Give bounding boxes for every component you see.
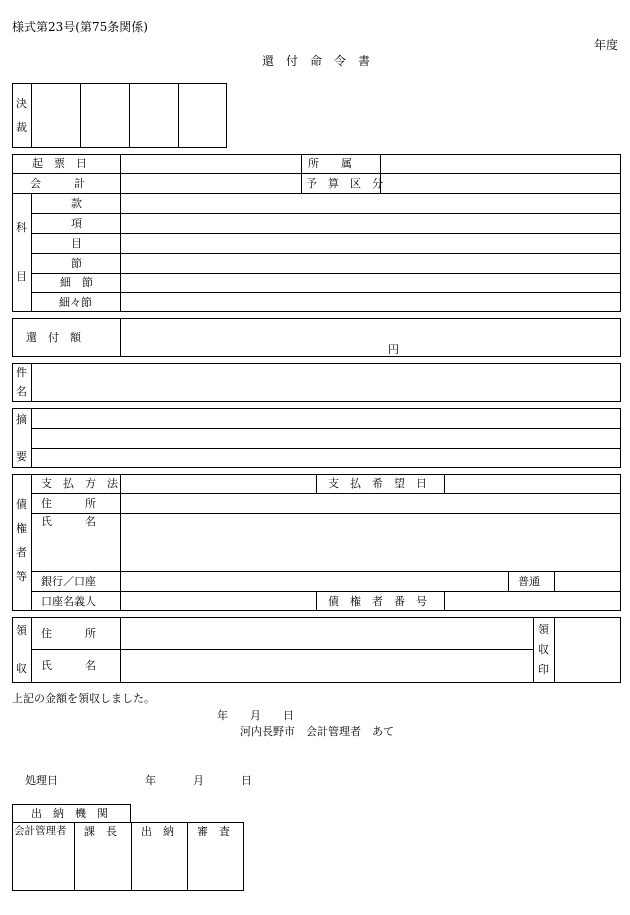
stamp-column-label: 課 長	[84, 825, 117, 838]
creditor-side-label: 権	[16, 522, 27, 535]
approval-label-2: 裁	[16, 121, 27, 134]
bank-account-field[interactable]	[121, 572, 507, 590]
category-field[interactable]	[121, 274, 620, 291]
account-type-label: 普通	[518, 575, 540, 588]
creditor-address-field[interactable]	[121, 494, 620, 512]
creditor-side-label: 等	[16, 570, 27, 583]
stamp-column-label: 会計管理者	[14, 825, 67, 837]
approval-label-1: 決	[16, 97, 27, 110]
processing-year: 年	[145, 774, 156, 787]
payment-method-field[interactable]	[121, 475, 315, 492]
category-field[interactable]	[121, 234, 620, 252]
category-side-label-1: 科	[16, 221, 27, 234]
bank-account-label: 銀行／口座	[41, 575, 96, 588]
category-item-label: 細々節	[59, 296, 92, 309]
receipt-side-label-2: 収	[16, 662, 27, 675]
issue-date-field[interactable]	[121, 155, 300, 173]
budget-category-label: 予 算 区 分	[306, 177, 383, 190]
account-field[interactable]	[121, 174, 300, 192]
budget-category-field[interactable]	[381, 174, 620, 192]
received-statement: 上記の金額を領収しました。	[12, 692, 155, 705]
approval-cell[interactable]	[130, 84, 177, 147]
subject-label-1: 件	[16, 366, 27, 379]
approval-cell[interactable]	[179, 84, 226, 147]
category-field[interactable]	[121, 293, 620, 311]
disbursement-title: 出 納 機 関	[31, 807, 108, 820]
addressee: 河内長野市 会計管理者 あて	[240, 725, 394, 738]
subject-label-2: 名	[16, 385, 27, 398]
category-item-label: 項	[71, 217, 82, 230]
payment-method-label: 支 払 方 法	[41, 477, 118, 490]
refund-amount-field[interactable]	[121, 319, 620, 356]
receipt-date-line: 年 月 日	[217, 709, 294, 722]
summary-line-field[interactable]	[32, 429, 620, 447]
form-title: 還 付 命 令 書	[262, 54, 371, 68]
approval-cell[interactable]	[32, 84, 79, 147]
account-number-field[interactable]	[555, 572, 620, 590]
category-field[interactable]	[121, 254, 620, 272]
processing-month: 月	[193, 774, 204, 787]
summary-label-2: 要	[16, 450, 27, 463]
form-number: 様式第23号(第75条関係)	[12, 20, 148, 34]
stamp-column-label: 審 査	[197, 825, 230, 838]
creditor-number-label: 債 権 者 番 号	[328, 595, 427, 608]
account-holder-label: 口座名義人	[41, 595, 96, 608]
account-label: 会 計	[30, 177, 85, 190]
processing-day: 日	[241, 774, 252, 787]
stamp-cell[interactable]	[132, 840, 186, 890]
issue-date-label: 起 票 日	[32, 157, 87, 170]
department-field[interactable]	[381, 155, 620, 173]
creditor-side-label: 債	[16, 498, 27, 511]
stamp-cell[interactable]	[188, 840, 243, 890]
receipt-address-label: 住 所	[41, 627, 96, 640]
subject-field[interactable]	[32, 364, 620, 401]
creditor-name-field[interactable]	[121, 514, 620, 570]
desired-payment-date-label: 支 払 希 望 日	[328, 477, 427, 490]
refund-amount-label: 還 付 額	[26, 331, 81, 344]
summary-line-field[interactable]	[32, 449, 620, 467]
category-item-label: 節	[71, 257, 82, 270]
category-field[interactable]	[121, 214, 620, 232]
stamp-cell[interactable]	[13, 840, 73, 890]
category-item-label: 目	[71, 237, 82, 250]
desired-payment-date-field[interactable]	[445, 475, 620, 492]
receipt-seal-label-3: 印	[538, 663, 549, 676]
receipt-seal-label-2: 収	[538, 643, 549, 656]
stamp-cell[interactable]	[75, 840, 130, 890]
category-item-label: 款	[71, 197, 82, 210]
category-side-label-2: 目	[16, 270, 27, 283]
creditor-side-label: 者	[16, 546, 27, 559]
yen-unit: 円	[388, 343, 399, 356]
receipt-side-label-1: 領	[16, 624, 27, 637]
fiscal-year-label: 年度	[593, 38, 618, 52]
receipt-seal-field[interactable]	[555, 618, 620, 682]
account-holder-field[interactable]	[121, 592, 315, 610]
stamp-column-label: 出 納	[141, 825, 174, 838]
creditor-address-label: 住 所	[41, 497, 96, 510]
creditor-name-label: 氏 名	[41, 515, 96, 528]
department-label: 所 属	[308, 157, 352, 170]
receipt-address-field[interactable]	[121, 618, 532, 648]
receipt-name-field[interactable]	[121, 650, 532, 682]
receipt-name-label: 氏 名	[41, 659, 96, 672]
summary-line-field[interactable]	[32, 409, 620, 427]
category-item-label: 細 節	[60, 276, 93, 289]
processing-date-label: 処理日	[25, 774, 58, 787]
summary-label-1: 摘	[16, 413, 27, 426]
category-field[interactable]	[121, 194, 620, 212]
creditor-number-field[interactable]	[445, 592, 620, 610]
approval-cell[interactable]	[81, 84, 128, 147]
receipt-seal-label-1: 領	[538, 623, 549, 636]
